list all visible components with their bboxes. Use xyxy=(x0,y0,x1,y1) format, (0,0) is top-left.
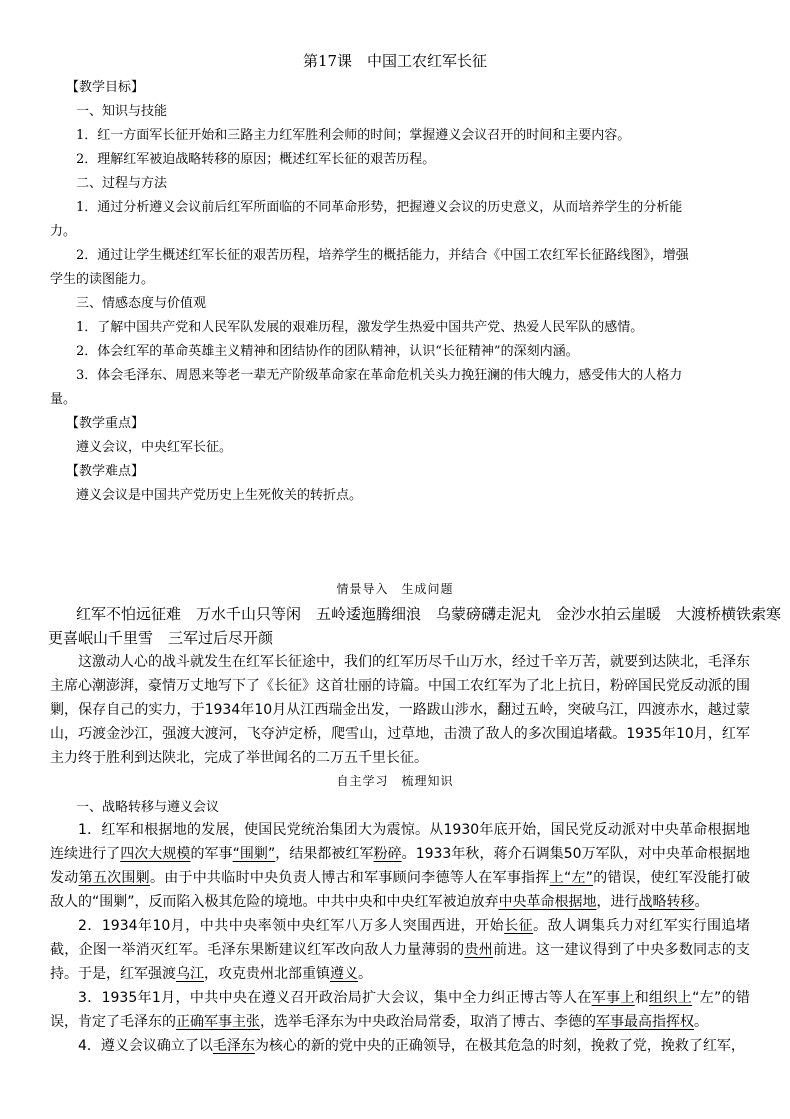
study-heading: 自主学习 梳理知识 xyxy=(336,774,454,788)
intro-paragraph: 这激动人心的战斗就发生在红军长征途中，我们的红军历尽千山万水，经过千辛万苦，就要到达陕北，毛泽东主席心潮澎湃，豪情万丈地写下了《长征》这首壮丽的诗篇。中国工农红军为了北上抗日，粉碎国民党反动派的围剿，保存自己的实力，于1934年10月从江西瑞金出发，一路跋山涉水，翻过五岭，突破乌江，四渡赤水，越过蒙山，巧渡金沙江，强渡大渡河，飞夺泸定桥，爬雪山，过草地，击溃了敌人的多次围追堵截。1935年10月，红军主力终于胜利到达陕北，完成了举世闻名的二万五千里长征。 xyxy=(50,654,750,766)
objective-item: 1．通过分析遵义会议前后红军所面临的不同革命形势，把握遵义会议的历史意义，从而培养学生的分析能 xyxy=(76,200,683,215)
objective-item: 1．红一方面军长征开始和三路主力红军胜利会师的时间；掌握遵义会议召开的时间和主要内容。 xyxy=(76,128,631,143)
blank-answer: 组织上 xyxy=(649,990,693,1006)
study-paragraph-4: 4．遵义会议确立了以毛泽东为核心的新的党中央的正确领导，在极其危急的时刻，挽救了党，挽救了红军， xyxy=(78,1038,745,1054)
intro-heading: 情景导入 生成问题 xyxy=(336,582,454,596)
blank-answer: 上“左” xyxy=(549,870,594,886)
blank-answer: 乌江 xyxy=(176,966,204,982)
blank-answer: “围剿” xyxy=(232,846,276,862)
objective-item: 2．理解红军被迫战略转移的原因；概述红军长征的艰苦历程。 xyxy=(76,152,436,167)
blank-answer: 长征 xyxy=(504,918,534,934)
blank-answer: 中央革命根据地 xyxy=(498,894,597,910)
objective-item: 2．体会红军的革命英雄主义精神和团结协作的团队精神，认识“长征精神”的深刻内涵。 xyxy=(76,344,579,359)
objective-item: 1．了解中国共产党和人民军队发展的艰难历程，激发学生热爱中国共产党、热爱人民军队的感情。 xyxy=(76,320,644,335)
objective-item-cont: 量。 xyxy=(50,392,77,407)
objectives-heading: 【教学目标】 xyxy=(66,80,145,95)
section-knowledge: 一、知识与技能 xyxy=(76,104,168,119)
blank-answer: 四次大规模 xyxy=(120,846,191,862)
poem-line: 更喜岷山千里雪 三军过后尽开颜 xyxy=(48,629,274,647)
study-paragraph-3: 3．1935年1月，中共中央在遵义召开政治局扩大会议，集中全力纠正博古等人在军事上和组织上“左”的错误，肯定了毛泽东的正确军事主张，选举毛泽东为中央政治局常委，取消了博古、李德的军事最高指挥权。 xyxy=(50,990,750,1030)
difficulty-heading: 【教学难点】 xyxy=(66,464,145,479)
blank-answer: 军事最高指挥权 xyxy=(596,1014,694,1030)
study-paragraph-1: 1．红军和根据地的发展，使国民党统治集团大为震惊。从1930年底开始，国民党反动派对中央革命根据地连续进行了四次大规模的军事“围剿”，结果都被红军粉碎。1933年秋，蒋介石调集50万军队，对中央革命根据地发动第五次围剿。由于中共临时中央负责人博古和军事顾问李德等人在军事指挥上“左”的错误，使红军没能打破敌人的“围剿”，反而陷入极其危险的境地。中共中央和中央红军被迫放弃中央革命根据地，进行战略转移。 xyxy=(50,822,751,910)
objective-item: 3．体会毛泽东、周恩来等老一辈无产阶级革命家在革命危机关头力挽狂澜的伟大魄力，感受伟大的人格力 xyxy=(76,368,683,383)
blank-answer: 第五次围剿 xyxy=(78,870,150,886)
key-point-heading: 【教学重点】 xyxy=(66,416,145,431)
blank-answer: 遵义 xyxy=(330,966,358,982)
blank-answer: 战略转移 xyxy=(638,894,695,910)
section-title: 一、战略转移与遵义会议 xyxy=(76,800,220,815)
blank-answer: 贵州 xyxy=(464,942,494,958)
blank-answer: 粉碎 xyxy=(373,846,402,862)
difficulty-text: 遵义会议是中国共产党历史上生死攸关的转折点。 xyxy=(76,488,363,503)
lesson-title: 第17课 中国工农红军长征 xyxy=(302,52,488,70)
objective-item-cont: 学生的读图能力。 xyxy=(50,272,155,287)
key-point-text: 遵义会议，中央红军长征。 xyxy=(76,440,233,455)
poem-line: 红军不怕远征难 万水千山只等闲 五岭逶迤腾细浪 乌蒙磅礴走泥丸 金沙水拍云崖暖 大渡桥横铁索寒 xyxy=(76,605,782,623)
blank-answer: 毛泽东 xyxy=(212,1038,255,1054)
study-paragraph-2: 2．1934年10月，中共中央率领中央红军八万多人突围西进，开始长征。敌人调集兵力对红军实行围追堵截，企图一举消灭红军。毛泽东果断建议红军改向敌人力量薄弱的贵州前进。这一建议得到了中央多数同志的支持。于是，红军强渡乌江，攻克贵州北部重镇遵义。 xyxy=(50,918,751,982)
objective-item-cont: 力。 xyxy=(50,224,77,239)
blank-answer: 正确军事主张 xyxy=(176,1014,260,1030)
section-process: 二、过程与方法 xyxy=(76,176,168,191)
blank-answer: 军事上 xyxy=(591,990,635,1006)
objective-item: 2．通过让学生概述红军长征的艰苦历程，培养学生的概括能力，并结合《中国工农红军长征路线图》，增强 xyxy=(76,248,689,263)
section-emotion: 三、情感态度与价值观 xyxy=(76,296,207,311)
